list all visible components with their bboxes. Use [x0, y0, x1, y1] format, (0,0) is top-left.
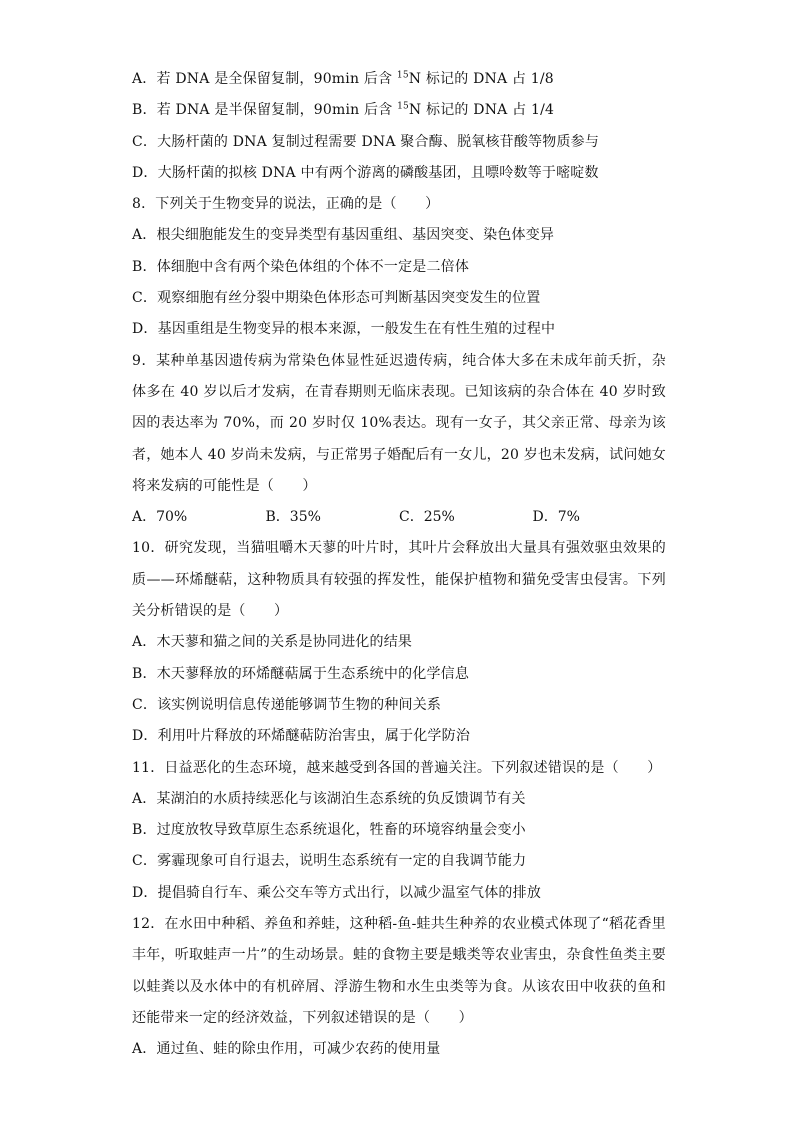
q9-choices [132, 502, 666, 533]
q12-stem-line-1: 12．在水田中种稻、养鱼和养蛙，这种稻-鱼-蛙共生种养的农业模式体现了“稻花香里 [132, 916, 666, 933]
q10-option-c: C．该实例说明信息传递能够调节生物的种间关系 [132, 696, 442, 713]
q7-option-b [132, 95, 666, 126]
q11-option-a: A．某湖泊的水质持续恶化与该湖泊生态系统的负反馈调节有关 [132, 790, 526, 807]
q8-option-b: B．体细胞中含有两个染色体组的个体不一定是二倍体 [132, 258, 470, 275]
q9-choice-a: A．70% [132, 509, 188, 526]
q9-choice-c: C．25% [399, 509, 455, 526]
q10-option-a: A．木天蓼和猫之间的关系是协同进化的结果 [132, 634, 413, 651]
q7-option-b-text-end: N 标记的 DNA 占 1/4 [408, 102, 555, 119]
q9-stem-line-3: 因的表达率为 70%，而 20 岁时仅 10%表达。现有一女子，其父亲正常、母亲为该 [132, 415, 666, 432]
q9-stem-line-1: 9．某种单基因遗传病为常染色体显性延迟遗传病，纯合体大多在未成年前夭折，杂 [132, 352, 666, 369]
q12-stem-line-2: 丰年，听取蛙声一片”的生动场景。蛙的食物主要是蛾类等农业害虫，杂食性鱼类主要 [132, 947, 666, 964]
q7-option-b-superscript: 15 [397, 101, 409, 112]
q11-stem: 11．日益恶化的生态环境，越来越受到各国的普遍关注。下列叙述错误的是（ ） [132, 759, 662, 776]
q10-stem-line-2: 质——环烯醚萜，这种物质具有较强的挥发性，能保护植物和猫免受害虫侵害。下列 [132, 571, 666, 588]
q8-option-a: A．根尖细胞能发生的变异类型有基因重组、基因突变、染色体变异 [132, 227, 555, 244]
q9-stem-line-2: 体多在 40 岁以后才发病，在青春期则无临床表现。已知该病的杂合体在 40 岁时致 [132, 383, 666, 400]
q7-option-a [132, 64, 666, 95]
q9-stem-line-4: 者，她本人 40 岁尚未发病，与正常男子婚配后有一女儿，20 岁也未发病，试问她女 [132, 446, 666, 463]
q7-option-d: D．大肠杆菌的拟核 DNA 中有两个游离的磷酸基团，且嘌呤数等于嘧啶数 [132, 164, 599, 181]
q10-option-d: D．利用叶片释放的环烯醚萜防治害虫，属于化学防治 [132, 728, 471, 745]
q11-option-b: B．过度放牧导致草原生态系统退化，牲畜的环境容纳量会变小 [132, 822, 526, 839]
q7-option-a-superscript: 15 [396, 70, 409, 81]
q10-option-b: B．木天蓼释放的环烯醚萜属于生态系统中的化学信息 [132, 665, 470, 682]
q12-stem-line-4: 还能带来一定的经济效益，下列叙述错误的是（ ） [132, 1009, 473, 1026]
q12-option-a: A．通过鱼、蛙的除虫作用，可减少农药的使用量 [132, 1041, 441, 1058]
q7-option-b-text: B．若 DNA 是半保留复制，90min 后含 [132, 102, 398, 119]
q7-option-a-text-end: N 标记的 DNA 占 1/8 [408, 71, 554, 87]
q12-stem-line-3: 以蛙粪以及水体中的有机碎屑、浮游生物和水生虫类等为食。从该农田中收获的鱼和 [132, 978, 666, 995]
q8-stem: 8．下列关于生物变异的说法，正确的是（ ） [132, 196, 440, 213]
q7-option-c: C．大肠杆菌的 DNA 复制过程需要 DNA 聚合酶、脱氧核苷酸等物质参与 [132, 133, 600, 150]
q9-stem-line-5: 将来发病的可能性是（ ） [132, 477, 317, 494]
q11-option-c: C．雾霾现象可自行退去，说明生态系统有一定的自我调节能力 [132, 853, 527, 870]
q11-option-d: D．提倡骑自行车、乘公交车等方式出行，以减少温室气体的排放 [132, 884, 542, 901]
q7-option-a-text: A．若 DNA 是全保留复制，90min 后含 [132, 71, 397, 87]
q10-stem-line-3: 关分析错误的是（ ） [132, 603, 289, 620]
q8-option-d: D．基因重组是生物变异的根本来源，一般发生在有性生殖的过程中 [132, 321, 556, 338]
q9-choice-d: D．7% [532, 509, 580, 526]
q10-stem-line-1: 10．研究发现，当猫咀嚼木天蓼的叶片时，其叶片会释放出大量具有强效驱虫效果的 [132, 540, 666, 557]
q8-option-c: C．观察细胞有丝分裂中期染色体形态可判断基因突变发生的位置 [132, 290, 541, 307]
question-content [132, 64, 666, 1066]
q9-choice-b: B．35% [265, 509, 321, 526]
